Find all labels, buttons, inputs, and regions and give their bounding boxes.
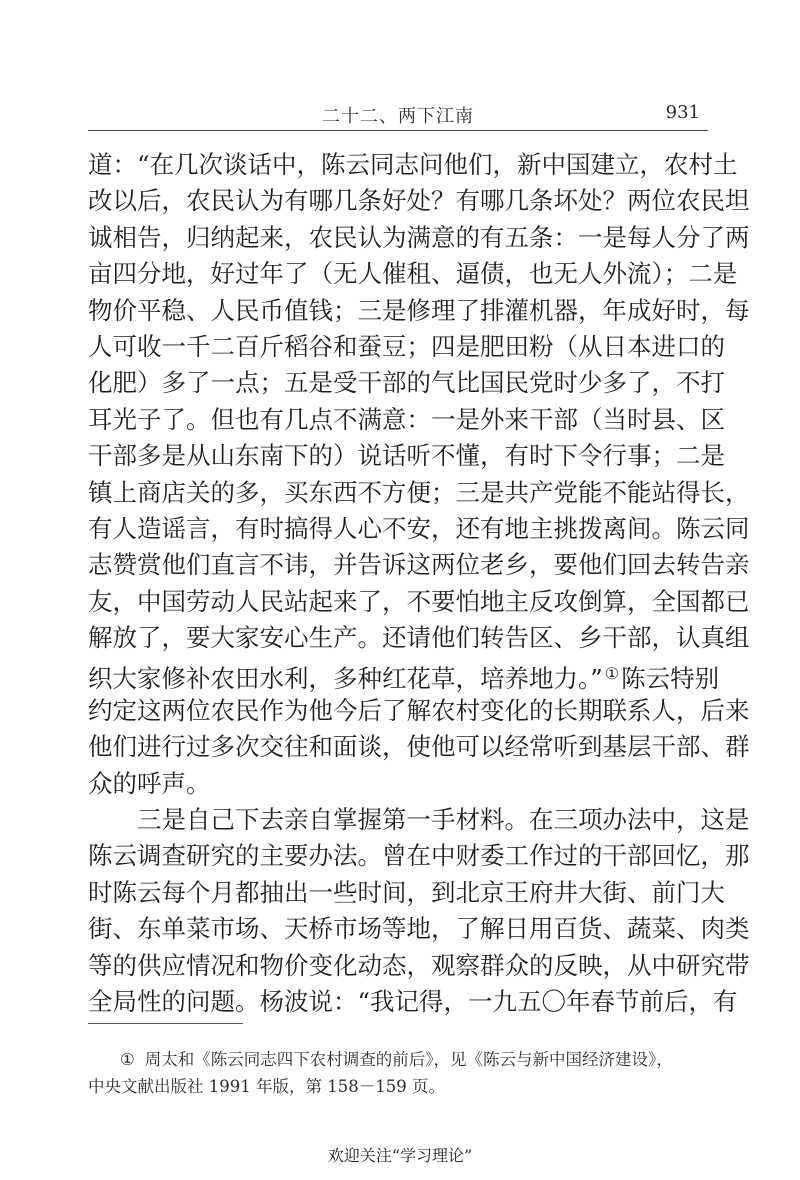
text-line: 人可收一千二百斤稻谷和蚕豆；四是肥田粉（从日本进口的: [88, 331, 725, 361]
text-line: 等的供应情况和物价变化动态，观察群众的反映，从中研究带: [88, 950, 750, 980]
text-line: 改以后，农民认为有哪几条好处？有哪几条坏处？两位农民坦: [88, 186, 750, 216]
text-line: 陈云调查研究的主要办法。曾在中财委工作过的干部回忆，那: [88, 841, 750, 871]
text-line-with-footnote: [88, 656, 720, 694]
text-line: 物价平稳、人民币值钱；三是修理了排灌机器，年成好时，每: [88, 295, 750, 325]
bottom-watermark-text: 欢迎关注“学习理论”: [327, 1146, 473, 1165]
text-line: 诚相告，归纳起来，农民认为满意的有五条：一是每人分了两: [88, 222, 750, 252]
text-line: 耳光子了。但也有几点不满意：一是外来干部（当时县、区: [88, 404, 725, 434]
text-segment: 织大家修补农田水利，多种红花草，培养地力。”: [88, 664, 603, 694]
paragraph-start-line: 三是自己下去亲自掌握第一手材料。在三项办法中，这是: [137, 805, 750, 835]
footnote-line: 中央文献出版社 1991 年版，第 158－159 页。: [88, 1077, 445, 1096]
text-line: 亩四分地，好过年了（无人催租、逼债，也无人外流）；二是: [88, 259, 738, 289]
text-line: 志赞赏他们直言不讳，并告诉这两位老乡，要他们回去转告亲: [88, 550, 750, 580]
text-line: 他们进行过多次交往和面谈，使他可以经常听到基层干部、群: [88, 732, 750, 762]
body-text: [88, 147, 750, 1020]
text-line: 解放了，要大家安心生产。还请他们转告区、乡干部，认真组: [88, 623, 750, 653]
footnote-reference: ①: [604, 664, 620, 684]
chapter-title: 二十二、两下江南: [322, 106, 474, 127]
text-line: 约定这两位农民作为他今后了解农村变化的长期联系人，后来: [88, 695, 750, 725]
text-line: 街、东单菜市场、天桥市场等地，了解日用百货、蔬菜、肉类: [88, 914, 750, 944]
text-segment: 陈云特别: [621, 664, 720, 694]
paragraph-end-line: 众的呼声。: [88, 768, 211, 798]
page-number: 931: [665, 102, 700, 123]
footnote-divider: [88, 1023, 243, 1024]
text-line: 干部多是从山东南下的）说话听不懂，有时下令行事；二是: [88, 441, 725, 471]
footnote-line: [88, 1046, 708, 1073]
text-line: 全局性的问题。杨波说：“我记得，一九五〇年春节前后，有: [88, 986, 738, 1016]
running-header: [88, 100, 708, 131]
footnote: [88, 1046, 708, 1100]
text-line: 友，中国劳动人民站起来了，不要怕地主反攻倒算，全国都已: [88, 586, 750, 616]
text-line: 有人造谣言，有时搞得人心不安，还有地主挑拨离间。陈云同: [88, 513, 750, 543]
text-line: 化肥）多了一点；五是受干部的气比国民党时少多了，不打: [88, 368, 725, 398]
text-line: 时陈云每个月都抽出一些时间，到北京王府井大街、前门大: [88, 877, 725, 907]
footnote-text: 周太和《陈云同志四下农村调查的前后》，见《陈云与新中国经济建设》，: [144, 1050, 673, 1069]
text-line: 道：“在几次谈话中，陈云同志问他们，新中国建立，农村土: [88, 150, 738, 179]
footnote-number: ①: [120, 1050, 135, 1069]
text-line: 镇上商店关的多，买东西不方便；三是共产党能不能站得长，: [88, 477, 750, 507]
